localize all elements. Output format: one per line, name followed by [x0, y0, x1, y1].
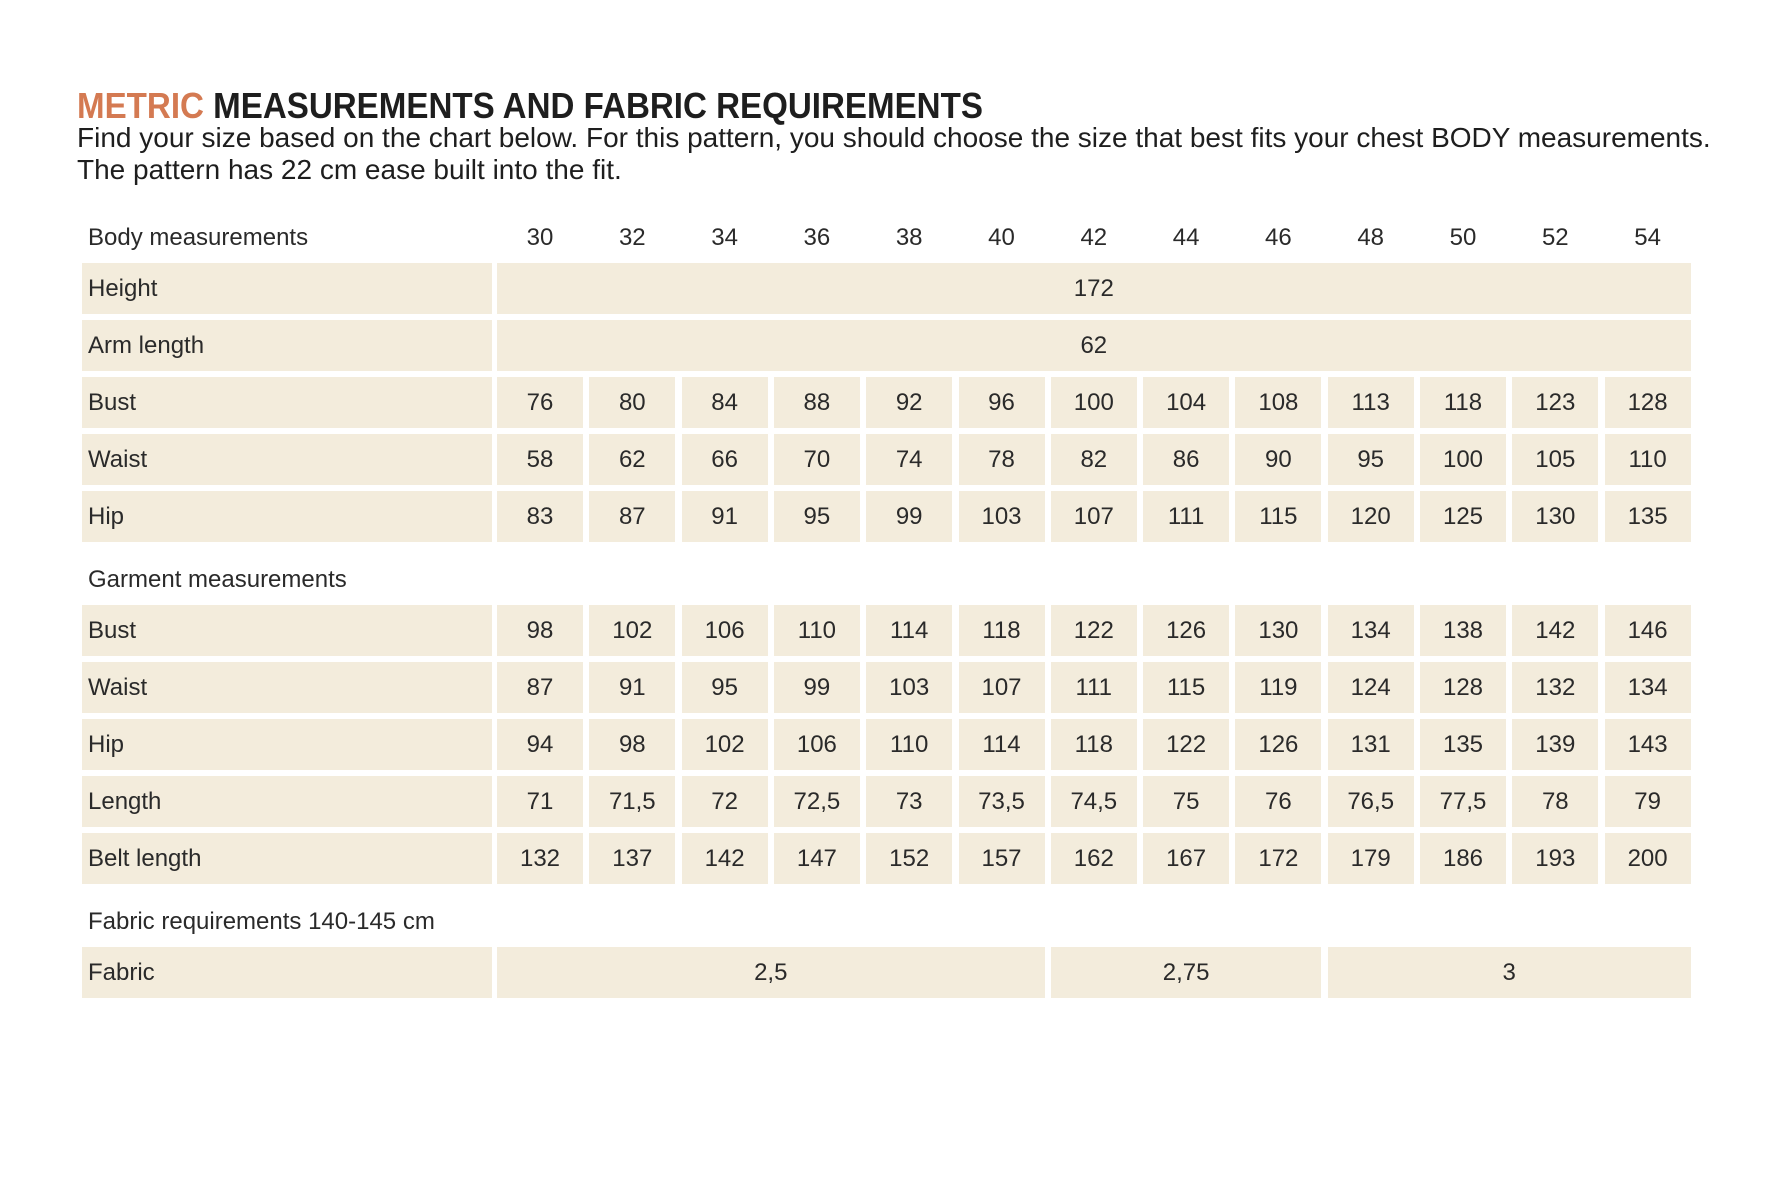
garment-hip-cell: 110 — [866, 719, 952, 770]
garment-bust-cell: 130 — [1235, 605, 1321, 656]
garment-bust-cell: 138 — [1420, 605, 1506, 656]
body-bust-cell: 80 — [589, 377, 675, 428]
garment-waist-cell: 111 — [1051, 662, 1137, 713]
body-bust-cell: 128 — [1605, 377, 1691, 428]
garment-bust-cell: 122 — [1051, 605, 1137, 656]
row-label-body-waist: Waist — [82, 434, 492, 485]
body-bust-cell: 113 — [1328, 377, 1414, 428]
body-hip-cell: 107 — [1051, 491, 1137, 542]
garment-length-cell: 71,5 — [589, 776, 675, 827]
garment-waist-cell: 132 — [1512, 662, 1598, 713]
garment-bust-cell: 114 — [866, 605, 952, 656]
fabric-requirements-header: Fabric requirements 140-145 cm — [88, 908, 435, 935]
garment-waist-cell: 124 — [1328, 662, 1414, 713]
body-hip-cell: 115 — [1235, 491, 1321, 542]
body-hip-cell: 83 — [497, 491, 583, 542]
size-header-38: 38 — [895, 224, 923, 251]
row-label-garment-bust: Bust — [82, 605, 492, 656]
body-bust-cell: 76 — [497, 377, 583, 428]
title-rest: MEASUREMENTS AND FABRIC REQUIREMENTS — [203, 85, 983, 126]
body-bust-cell: 100 — [1051, 377, 1137, 428]
body-waist-cell: 95 — [1328, 434, 1414, 485]
body-bust-cell: 96 — [959, 377, 1045, 428]
row-label-garment-length: Length — [82, 776, 492, 827]
garment-length-cell: 76 — [1235, 776, 1321, 827]
size-header-34: 34 — [711, 224, 738, 251]
garment-bust-cell: 146 — [1605, 605, 1691, 656]
garment-waist-cell: 128 — [1420, 662, 1506, 713]
garment-length-cell: 73 — [866, 776, 952, 827]
size-header-50: 50 — [1449, 224, 1477, 251]
body-hip-cell: 130 — [1512, 491, 1598, 542]
body-hip-cell: 120 — [1328, 491, 1414, 542]
body-hip-cell: 125 — [1420, 491, 1506, 542]
garment-belt-length-cell: 186 — [1420, 833, 1506, 884]
fabric-value-3: 3 — [1328, 947, 1691, 998]
garment-waist-cell: 134 — [1605, 662, 1691, 713]
garment-bust-cell: 134 — [1328, 605, 1414, 656]
garment-hip-cell: 114 — [959, 719, 1045, 770]
garment-bust-cell: 142 — [1512, 605, 1598, 656]
garment-waist-cell: 87 — [497, 662, 583, 713]
body-hip-cell: 135 — [1605, 491, 1691, 542]
garment-bust-cell: 106 — [682, 605, 768, 656]
garment-belt-length-cell: 193 — [1512, 833, 1598, 884]
size-header-54: 54 — [1634, 224, 1661, 251]
garment-waist-cell: 103 — [866, 662, 952, 713]
body-waist-cell: 100 — [1420, 434, 1506, 485]
garment-belt-length-cell: 132 — [497, 833, 583, 884]
body-hip-cell: 91 — [682, 491, 768, 542]
body-waist-cell: 70 — [774, 434, 860, 485]
garment-bust-cell: 126 — [1143, 605, 1229, 656]
garment-hip-cell: 122 — [1143, 719, 1229, 770]
row-label-height: Height — [82, 263, 492, 314]
row-label-garment-hip: Hip — [82, 719, 492, 770]
garment-length-cell: 77,5 — [1420, 776, 1506, 827]
garment-waist-cell: 99 — [774, 662, 860, 713]
garment-hip-cell: 98 — [589, 719, 675, 770]
garment-belt-length-cell: 152 — [866, 833, 952, 884]
body-waist-cell: 110 — [1605, 434, 1691, 485]
body-hip-cell: 87 — [589, 491, 675, 542]
body-bust-cell: 104 — [1143, 377, 1229, 428]
garment-hip-cell: 139 — [1512, 719, 1598, 770]
title-accent: METRIC — [77, 85, 204, 126]
row-label-arm-length: Arm length — [82, 320, 492, 371]
garment-hip-cell: 106 — [774, 719, 860, 770]
body-hip-cell: 99 — [866, 491, 952, 542]
body-waist-cell: 86 — [1143, 434, 1229, 485]
height-value: 172 — [497, 263, 1691, 314]
garment-belt-length-cell: 167 — [1143, 833, 1229, 884]
garment-waist-cell: 115 — [1143, 662, 1229, 713]
body-waist-cell: 105 — [1512, 434, 1598, 485]
body-bust-cell: 84 — [682, 377, 768, 428]
body-waist-cell: 74 — [866, 434, 952, 485]
size-header-46: 46 — [1265, 224, 1292, 251]
body-measurements-header: Body measurements — [88, 224, 309, 251]
size-header-32: 32 — [618, 224, 646, 251]
garment-hip-cell: 94 — [497, 719, 583, 770]
garment-belt-length-cell: 200 — [1605, 833, 1691, 884]
body-hip-cell: 95 — [774, 491, 860, 542]
garment-belt-length-cell: 172 — [1235, 833, 1321, 884]
garment-belt-length-cell: 147 — [774, 833, 860, 884]
garment-hip-cell: 102 — [682, 719, 768, 770]
body-bust-cell: 88 — [774, 377, 860, 428]
size-header-48: 48 — [1357, 224, 1385, 251]
garment-bust-cell: 110 — [774, 605, 860, 656]
size-header-42: 42 — [1080, 224, 1108, 251]
garment-length-cell: 72,5 — [774, 776, 860, 827]
garment-bust-cell: 102 — [589, 605, 675, 656]
garment-length-cell: 79 — [1605, 776, 1691, 827]
garment-hip-cell: 118 — [1051, 719, 1137, 770]
garment-length-cell: 76,5 — [1328, 776, 1414, 827]
garment-belt-length-cell: 179 — [1328, 833, 1414, 884]
body-hip-cell: 111 — [1143, 491, 1229, 542]
garment-belt-length-cell: 142 — [682, 833, 768, 884]
size-header-30: 30 — [526, 224, 554, 251]
garment-length-cell: 71 — [497, 776, 583, 827]
size-header-44: 44 — [1172, 224, 1200, 251]
body-bust-cell: 123 — [1512, 377, 1598, 428]
garment-hip-cell: 143 — [1605, 719, 1691, 770]
garment-belt-length-cell: 137 — [589, 833, 675, 884]
row-label-garment-belt-length: Belt length — [82, 833, 492, 884]
size-header-40: 40 — [988, 224, 1015, 251]
garment-length-cell: 74,5 — [1051, 776, 1137, 827]
fabric-value-1: 2,5 — [497, 947, 1045, 998]
row-label-body-bust: Bust — [82, 377, 492, 428]
garment-belt-length-cell: 162 — [1051, 833, 1137, 884]
body-hip-cell: 103 — [959, 491, 1045, 542]
body-waist-cell: 58 — [497, 434, 583, 485]
garment-hip-cell: 135 — [1420, 719, 1506, 770]
garment-hip-cell: 126 — [1235, 719, 1321, 770]
size-header-52: 52 — [1541, 224, 1569, 251]
body-waist-cell: 82 — [1051, 434, 1137, 485]
body-bust-cell: 118 — [1420, 377, 1506, 428]
arm-length-value: 62 — [497, 320, 1691, 371]
garment-hip-cell: 131 — [1328, 719, 1414, 770]
row-label-garment-waist: Waist — [82, 662, 492, 713]
size-header-36: 36 — [803, 224, 831, 251]
garment-waist-cell: 91 — [589, 662, 675, 713]
body-waist-cell: 90 — [1235, 434, 1321, 485]
row-label-fabric: Fabric — [82, 947, 492, 998]
garment-length-cell: 72 — [682, 776, 768, 827]
garment-belt-length-cell: 157 — [959, 833, 1045, 884]
body-waist-cell: 62 — [589, 434, 675, 485]
fabric-value-2: 2,75 — [1051, 947, 1322, 998]
body-waist-cell: 78 — [959, 434, 1045, 485]
garment-length-cell: 78 — [1512, 776, 1598, 827]
garment-length-cell: 75 — [1143, 776, 1229, 827]
row-label-body-hip: Hip — [82, 491, 492, 542]
body-bust-cell: 108 — [1235, 377, 1321, 428]
garment-waist-cell: 95 — [682, 662, 768, 713]
garment-waist-cell: 107 — [959, 662, 1045, 713]
garment-bust-cell: 98 — [497, 605, 583, 656]
garment-bust-cell: 118 — [959, 605, 1045, 656]
body-bust-cell: 92 — [866, 377, 952, 428]
garment-waist-cell: 119 — [1235, 662, 1321, 713]
garment-length-cell: 73,5 — [959, 776, 1045, 827]
intro-text: Find your size based on the chart below. For this pattern, you should choose the size that best fits your chest BODY measurements. The pattern has 22 cm ease built into the fit. — [77, 122, 1711, 185]
garment-measurements-header: Garment measurements — [88, 566, 347, 593]
body-waist-cell: 66 — [682, 434, 768, 485]
